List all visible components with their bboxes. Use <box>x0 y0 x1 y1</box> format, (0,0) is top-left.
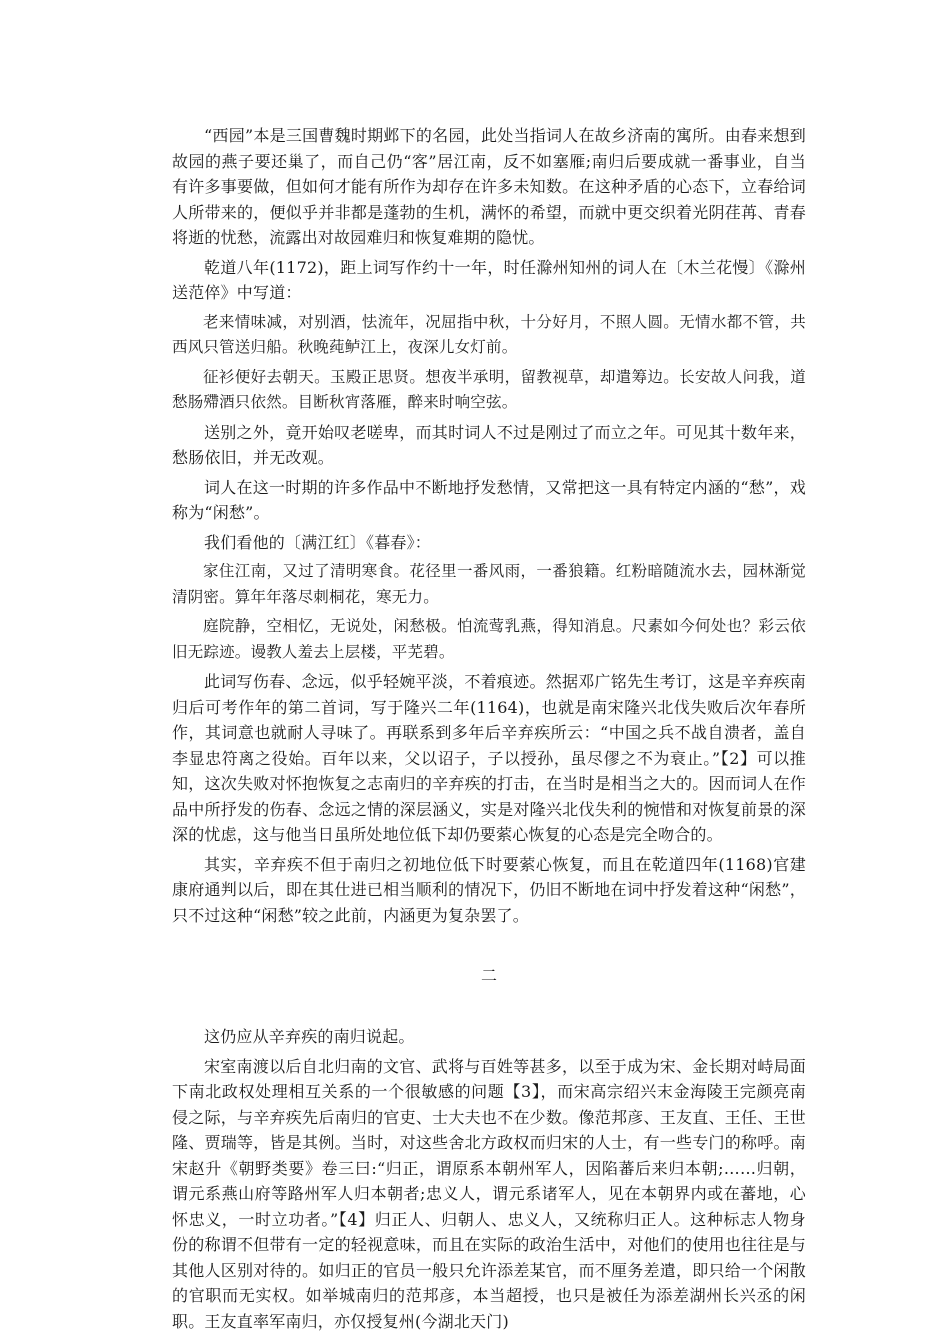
quoted-verse-paragraph: 征衫便好去朝天。玉殿正思贤。想夜半承明，留教视草，却遣筹边。长安故人问我，道愁肠殢酒只依然。目断秋宵落雁，醉来时响空弦。 <box>172 367 806 411</box>
quoted-verse-paragraph: 老来情味减，对别酒，怯流年，况屈指中秋，十分好月，不照人圆。无情水都不管，共西风只管送归船。秋晚莼鲈江上，夜深儿女灯前。 <box>172 312 806 356</box>
body-paragraph: 这仍应从辛弃疾的南归说起。 <box>204 1027 415 1046</box>
body-paragraph: 其实，辛弃疾不但于南归之初地位低下时要萦心恢复，而且在乾道四年(1168)官建康府通判以后，即在其仕进已相当顺利的情况下，仍旧不断地在词中抒发着这种“闲愁”，只不过这种“闲愁”较之此前，内涵更为复杂罢了。 <box>172 854 806 925</box>
body-paragraph: “西园”本是三国曹魏时期邺下的名园，此处当指词人在故乡济南的寓所。由春来想到故园的燕子要还巢了，而自己仍“客”居江南，反不如塞雁;南归后要成就一番事业，自当有许多事要做，但如何才能有所作为却存在许多未知数。在这种矛盾的心态下，立春给词人所带来的，便似乎并非都是蓬勃的生机，满怀的希望，而就中更交织着光阴荏苒、青春将逝的忧愁，流露出对故园难归和恢复难期的隐忧。 <box>172 126 806 247</box>
quoted-verse-paragraph: 庭院静，空相忆，无说处，闲愁极。怕流莺乳燕，得知消息。尺素如今何处也？彩云依旧无踪迹。谩教人羞去上层楼，平芜碧。 <box>172 617 806 661</box>
body-paragraph: 送别之外，竟开始叹老嗟卑，而其时词人不过是刚过了而立之年。可见其十数年来，愁肠依旧，并无改观。 <box>172 422 806 467</box>
body-paragraph: 宋室南渡以后自北归南的文官、武将与百姓等甚多，以至于成为宋、金长期对峙局面下南北政权处理相互关系的一个很敏感的问题【3】，而宋高宗绍兴末金海陵王完颜亮南侵之际，与辛弃疾先后南归的官吏、士大夫也不在少数。像范邦彦、王友直、王任、王世隆、贾瑞等，皆是其例。当时，对这些舍北方政权而归宋的人士，有一些专门的称呼。南宋赵升《朝野类要》卷三曰:“归正，谓原系本朝州军人，因陷蕃后来归本朝;……归朝，谓元系燕山府等路州军人归本朝者;忠义人，谓元系诸军人，见在本朝界内或在蕃地，心怀忠义，一时立功者。”【4】归正人、归朝人、忠义人，又统称归正人。这种标志人物身份的称谓不但带有一定的轻视意味，而且在实际的政治生活中，对他们的使用也往往是与其他人区别对待的。如归正的官员一般只允许添差某官，而不厘务差遣，即只给一个闲散的官职而无实权。如举城南归的范邦彦，本当超授，也只是被任为添差湖州长兴丞的闲职。王友直率军南归，亦仅授复州(今湖北天门) <box>172 1056 806 1331</box>
body-paragraph: 乾道八年(1172)，距上词写作约十一年，时任滁州知州的词人在〔木兰花慢〕《滁州送范倅》中写道： <box>172 257 806 302</box>
article-body-part-1 <box>172 123 806 928</box>
quoted-verse-paragraph: 家住江南，又过了清明寒食。花径里一番风雨，一番狼籍。红粉暗随流水去，园林渐觉清阴密。算年年落尽刺桐花，寒无力。 <box>172 562 806 606</box>
document-page <box>172 123 806 1338</box>
section-heading: 二 <box>480 966 497 985</box>
body-paragraph: 我们看他的〔满江红〕《暮春》： <box>204 532 432 552</box>
article-body-part-2 <box>172 1024 806 1334</box>
body-paragraph: 此词写伤春、念远，似乎轻婉平淡，不着痕迹。然据邓广铭先生考订，这是辛弃疾南归后可考作年的第二首词，写于隆兴二年(1164)，也就是南宋隆兴北伐失败后次年春所作，其词意也就耐人寻味了。再联系到多年后辛弃疾所云：“中国之兵不战自溃者，盖自李显忠符离之役始。百年以来，父以诏子，子以授孙，虽尽僇之不为衰止。”【2】可以推知，这次失败对怀抱恢复之志南归的辛弃疾的打击，在当时是相当之大的。因而词人在作品中所抒发的伤春、念远之情的深层涵义，实是对隆兴北伐失利的惋惜和对恢复前景的深深的忧虑，这与他当日虽所处地位低下却仍要萦心恢复的心态是完全吻合的。 <box>172 672 806 844</box>
body-paragraph: 词人在这一时期的许多作品中不断地抒发愁情，又常把这一具有特定内涵的“愁”，戏称为“闲愁”。 <box>172 477 806 522</box>
